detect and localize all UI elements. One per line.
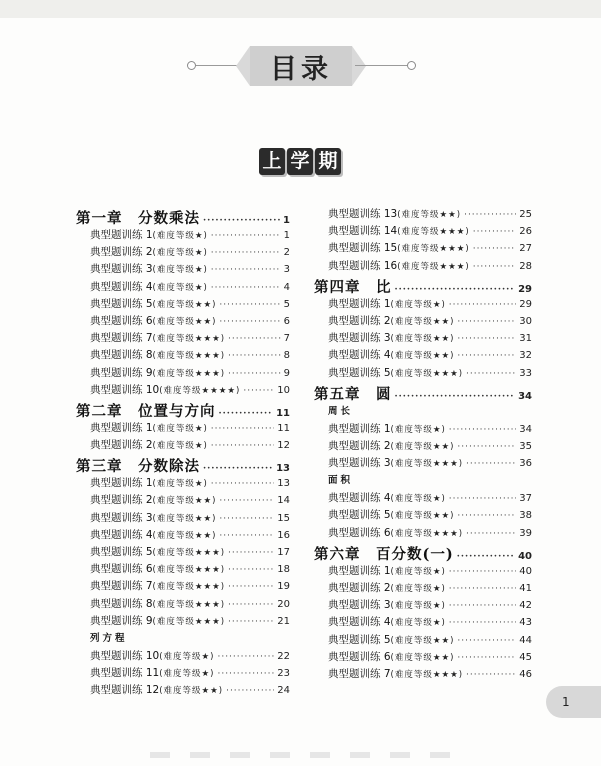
page-ref: 17 (277, 547, 290, 558)
toc-entry[interactable] (314, 421, 532, 438)
entry-label: 典型题训练 5 (328, 366, 391, 379)
difficulty-rating: (难度等级★★) (390, 334, 455, 345)
toc-entry[interactable] (314, 330, 532, 347)
difficulty-rating: (难度等级★★) (390, 511, 455, 522)
page-ref: 37 (519, 493, 532, 505)
entry-label: 典型题训练 4 (90, 280, 153, 293)
page-ref: 13 (277, 478, 290, 490)
term-char: 期 (315, 148, 341, 175)
page-ref: 12 (277, 440, 290, 452)
leader-dots (466, 670, 516, 680)
chapter-title: 第一章 分数乘法 (76, 210, 200, 227)
title-ornament-right (407, 61, 416, 70)
toc-chapter[interactable] (76, 455, 290, 475)
page-ref: 1 (283, 215, 290, 226)
toc-entry[interactable] (76, 613, 290, 630)
page-ref: 14 (277, 495, 290, 507)
difficulty-rating: (难度等级★) (152, 248, 208, 259)
leader-dots (228, 334, 281, 344)
toc-entry[interactable] (76, 437, 290, 454)
page-ref: 23 (277, 668, 290, 680)
toc-entry[interactable] (76, 475, 290, 492)
toc-chapter[interactable] (314, 276, 532, 296)
difficulty-rating: (难度等级★) (152, 282, 208, 293)
entry-label: 典型题训练 5 (90, 297, 153, 310)
difficulty-rating: (难度等级★) (159, 669, 215, 680)
toc-entry[interactable] (314, 347, 532, 364)
toc-entry[interactable] (314, 258, 532, 275)
leader-dots (219, 317, 280, 327)
leader-dots (243, 386, 274, 396)
entry-label: 典型题训练 2 (328, 314, 391, 327)
leader-dots (449, 425, 516, 435)
leader-dots (449, 618, 516, 628)
chapter-title: 第二章 位置与方向 (76, 402, 216, 420)
leader-dots (457, 653, 516, 663)
difficulty-rating: (难度等级★★) (152, 513, 217, 524)
leader-dots (219, 300, 280, 310)
entry-label: 典型题训练 7 (90, 332, 153, 345)
leader-dots (219, 409, 274, 419)
leader-dots (219, 531, 274, 541)
toc-subheading: 面积 (328, 475, 354, 487)
difficulty-rating: (难度等级★★) (390, 441, 455, 452)
difficulty-rating: (难度等级★) (390, 299, 446, 310)
page-ref: 43 (519, 617, 532, 629)
leader-dots (457, 317, 516, 327)
entry-label: 典型题训练 3 (90, 263, 153, 276)
page-ref: 41 (519, 583, 532, 594)
page-ref: 26 (519, 226, 532, 238)
entry-label: 典型题训练 7 (90, 580, 153, 593)
toc-entry[interactable] (314, 649, 532, 666)
page-ref: 22 (277, 650, 290, 662)
page-ref: 32 (519, 350, 532, 362)
entry-label: 典型题训练 11 (90, 667, 160, 680)
toc-entry[interactable] (314, 614, 532, 631)
toc-chapter[interactable] (314, 543, 532, 563)
leader-dots (457, 636, 516, 646)
entry-label: 典型题训练 6 (328, 526, 391, 539)
entry-label: 典型题训练 15 (328, 242, 398, 255)
entry-label: 典型题训练 16 (328, 259, 398, 272)
page-ref: 36 (519, 458, 532, 470)
toc-entry[interactable] (314, 525, 532, 542)
leader-dots (466, 459, 516, 469)
page-ref: 11 (277, 422, 290, 434)
toc-entry[interactable] (76, 279, 290, 296)
toc-entry[interactable] (314, 365, 532, 382)
leader-dots (449, 300, 516, 310)
page-ref: 15 (277, 512, 290, 524)
page-title: 目录 (250, 46, 352, 86)
difficulty-rating: (难度等级★★★) (152, 368, 226, 379)
entry-label: 典型题训练 1 (328, 422, 391, 435)
page-ref: 38 (519, 510, 532, 522)
leader-dots (473, 227, 517, 237)
page-ref: 39 (519, 527, 532, 539)
entry-label: 典型题训练 6 (328, 650, 391, 663)
toc-entry[interactable] (76, 261, 290, 278)
difficulty-rating: (难度等级★★★) (152, 565, 226, 576)
entry-label: 典型题训练 1 (90, 421, 153, 434)
difficulty-rating: (难度等级★) (390, 601, 446, 612)
entry-label: 典型题训练 4 (328, 492, 391, 505)
leader-dots (464, 210, 516, 220)
toc-entry[interactable] (314, 490, 532, 507)
entry-label: 典型题训练 7 (328, 667, 391, 680)
toc-entry[interactable] (76, 665, 290, 682)
toc-entry[interactable] (314, 313, 532, 330)
leader-dots (228, 582, 274, 592)
entry-label: 典型题训练 9 (90, 366, 153, 379)
entry-label: 典型题训练 2 (328, 439, 391, 452)
page-ref: 1 (283, 230, 290, 241)
entry-label: 典型题训练 1 (90, 477, 153, 490)
chapter-title: 第三章 分数除法 (76, 458, 200, 476)
entry-label: 典型题训练 5 (328, 633, 391, 646)
entry-label: 典型题训练 10 (90, 649, 160, 662)
toc-entry[interactable] (76, 510, 290, 527)
page-ref: 7 (283, 333, 290, 345)
difficulty-rating: (难度等级★) (390, 424, 446, 435)
leader-dots (217, 652, 274, 662)
chapter-title: 第四章 比 (314, 278, 392, 296)
entry-label: 典型题训练 6 (90, 314, 153, 327)
leader-dots (457, 552, 515, 562)
leader-dots (203, 464, 273, 474)
page-ref: 16 (277, 529, 290, 541)
page-ref: 33 (519, 367, 532, 379)
page-ref: 42 (519, 600, 532, 612)
difficulty-rating: (难度等级★★★) (152, 616, 226, 627)
leader-dots (211, 424, 274, 434)
entry-label: 典型题训练 6 (90, 563, 153, 576)
entry-label: 典型题训练 2 (90, 494, 153, 507)
toc-entry[interactable] (314, 455, 532, 472)
leader-dots (395, 285, 516, 295)
difficulty-rating: (难度等级★) (390, 618, 446, 629)
difficulty-rating: (难度等级★★★) (390, 459, 464, 470)
page-ref: 46 (519, 668, 532, 680)
leader-dots (457, 334, 516, 344)
toc-chapter[interactable] (76, 400, 290, 420)
page-ref: 24 (277, 685, 290, 697)
difficulty-rating: (难度等级★) (152, 231, 208, 241)
page-ref: 45 (519, 651, 532, 663)
page-ref: 44 (519, 634, 532, 646)
page-ref: 19 (277, 581, 290, 593)
entry-label: 典型题训练 14 (328, 225, 398, 238)
toc-right-column (314, 206, 532, 683)
entry-label: 典型题训练 12 (90, 684, 160, 697)
page-ref: 9 (283, 367, 290, 379)
leader-dots (466, 369, 516, 379)
leader-dots (457, 442, 516, 452)
term-heading (259, 148, 341, 175)
entry-label: 典型题训练 10 (90, 383, 160, 396)
leader-dots (211, 441, 274, 451)
entry-label: 典型题训练 2 (328, 582, 391, 594)
entry-label: 典型题训练 1 (328, 564, 391, 577)
difficulty-rating: (难度等级★★) (159, 686, 224, 697)
toc-entry[interactable] (76, 227, 290, 244)
toc-entry[interactable] (76, 382, 290, 399)
page-ref: 18 (277, 564, 290, 576)
page-ref: 4 (283, 281, 290, 293)
toc-entry[interactable] (314, 632, 532, 649)
toc-entry[interactable] (314, 206, 532, 223)
top-bar (0, 0, 601, 18)
page-ref: 25 (519, 209, 532, 220)
entry-label: 典型题训练 9 (90, 614, 153, 627)
toc-entry[interactable] (76, 330, 290, 347)
entry-label: 典型题训练 3 (328, 457, 391, 470)
difficulty-rating: (难度等级★★★★) (159, 385, 241, 396)
toc-entry[interactable] (76, 492, 290, 509)
page-ref: 29 (519, 298, 532, 310)
difficulty-rating: (难度等级★★) (390, 652, 455, 663)
toc-chapter[interactable] (314, 383, 532, 403)
leader-dots (228, 369, 281, 379)
difficulty-rating: (难度等级★★★) (390, 669, 464, 680)
difficulty-rating: (难度等级★) (152, 441, 208, 452)
difficulty-rating: (难度等级★★) (390, 635, 455, 646)
entry-label: 典型题训练 2 (90, 246, 153, 259)
toc-entry[interactable] (76, 578, 290, 595)
toc-entry[interactable] (76, 420, 290, 437)
leader-dots (473, 244, 517, 254)
page-ref: 20 (277, 598, 290, 610)
entry-label: 典型题训练 1 (90, 229, 153, 241)
page-ref: 5 (283, 298, 290, 310)
title-ornament-left (187, 61, 196, 70)
entry-label: 典型题训练 5 (328, 509, 391, 522)
toc-entry[interactable] (314, 296, 532, 313)
entry-label: 典型题训练 5 (90, 546, 153, 558)
toc-entry[interactable] (76, 296, 290, 313)
page-ref: 6 (283, 315, 290, 327)
difficulty-rating: (难度等级★★★) (152, 582, 226, 593)
difficulty-rating: (难度等级★★★) (390, 528, 464, 539)
leader-dots (228, 565, 274, 575)
toc-entry[interactable] (76, 682, 290, 699)
toc-entry[interactable] (314, 438, 532, 455)
page-ref: 3 (283, 264, 290, 276)
entry-label: 典型题训练 3 (328, 332, 391, 345)
difficulty-rating: (难度等级★★) (390, 351, 455, 362)
leader-dots (219, 514, 274, 524)
leader-dots (449, 494, 516, 504)
leader-dots (211, 479, 274, 489)
leader-dots (457, 351, 516, 361)
difficulty-rating: (难度等级★★) (152, 530, 217, 541)
toc-entry[interactable] (76, 365, 290, 382)
entry-label: 典型题训练 4 (328, 616, 391, 629)
difficulty-rating: (难度等级★★★) (152, 599, 226, 610)
toc-entry[interactable] (76, 648, 290, 665)
toc-subheading: 列方程 (90, 632, 128, 644)
difficulty-rating: (难度等级★★★) (397, 244, 470, 255)
difficulty-rating: (难度等级★) (390, 566, 446, 577)
difficulty-rating: (难度等级★★★) (152, 351, 226, 362)
page-ref: 11 (276, 407, 290, 419)
toc-entry[interactable] (314, 580, 532, 597)
toc-subheading: 周长 (328, 405, 354, 417)
page-ref: 2 (283, 247, 290, 259)
difficulty-rating: (难度等级★) (390, 494, 446, 505)
leader-dots (211, 283, 281, 293)
difficulty-rating: (难度等级★★) (152, 496, 217, 507)
page-ref: 34 (518, 390, 532, 402)
page-ref: 40 (519, 565, 532, 577)
leader-dots (211, 248, 281, 258)
entry-label: 典型题训练 8 (90, 597, 153, 610)
chapter-title: 第五章 圆 (314, 385, 392, 403)
page-ref: 13 (276, 463, 290, 475)
leader-dots (228, 617, 274, 627)
difficulty-rating: (难度等级★★) (397, 210, 462, 220)
entry-label: 典型题训练 1 (328, 297, 391, 310)
leader-dots (203, 216, 280, 226)
page-ref: 31 (519, 333, 532, 345)
page-ref: 40 (518, 550, 532, 562)
bottom-bleed (150, 752, 450, 758)
entry-label: 典型题训练 8 (90, 349, 153, 362)
page-ref: 35 (519, 440, 532, 452)
toc-entry[interactable] (76, 313, 290, 330)
page-ref: 29 (518, 283, 532, 295)
difficulty-rating: (难度等级★★★) (390, 368, 464, 379)
title-rule-right (355, 65, 407, 66)
page-ref: 8 (283, 350, 290, 362)
toc-entry[interactable] (314, 223, 532, 240)
entry-label: 典型题训练 4 (328, 349, 391, 362)
entry-label: 典型题训练 4 (90, 528, 153, 541)
leader-dots (449, 601, 516, 611)
difficulty-rating: (难度等级★★) (152, 299, 217, 310)
difficulty-rating: (难度等级★) (159, 651, 215, 662)
toc-entry[interactable] (76, 544, 290, 561)
entry-label: 典型题训练 2 (90, 439, 153, 452)
difficulty-rating: (难度等级★★★) (397, 261, 470, 272)
leader-dots (219, 496, 274, 506)
difficulty-rating: (难度等级★) (152, 479, 208, 490)
title-banner (0, 38, 601, 94)
leader-dots (217, 669, 274, 679)
leader-dots (228, 600, 274, 610)
leader-dots (211, 231, 281, 241)
term-char: 上 (259, 148, 285, 175)
chapter-title: 第六章 百分数(一) (314, 545, 454, 563)
leader-dots (449, 584, 516, 594)
page-ref: 30 (519, 315, 532, 327)
toc-entry[interactable] (76, 596, 290, 613)
leader-dots (473, 262, 517, 272)
difficulty-rating: (难度等级★★) (152, 316, 217, 327)
leader-dots (228, 548, 274, 558)
toc-entry[interactable] (314, 240, 532, 257)
leader-dots (395, 392, 516, 402)
leader-dots (226, 686, 274, 696)
leader-dots (449, 567, 516, 577)
toc-entry[interactable] (314, 666, 532, 683)
toc-entry[interactable] (76, 527, 290, 544)
entry-label: 典型题训练 3 (90, 511, 153, 524)
leader-dots (457, 511, 516, 521)
toc-entry[interactable] (314, 563, 532, 580)
difficulty-rating: (难度等级★) (152, 265, 208, 276)
difficulty-rating: (难度等级★★) (390, 316, 455, 327)
leader-dots (211, 265, 281, 275)
term-char: 学 (287, 148, 313, 175)
toc-entry[interactable] (76, 244, 290, 261)
toc-entry[interactable] (314, 507, 532, 524)
page-ref: 34 (519, 423, 532, 435)
difficulty-rating: (难度等级★★★) (152, 548, 226, 558)
leader-dots (228, 351, 281, 361)
entry-label: 典型题训练 3 (328, 599, 391, 612)
difficulty-rating: (难度等级★★★) (152, 334, 226, 345)
page-number-badge: 1 (546, 686, 601, 718)
page-ref: 28 (519, 260, 532, 272)
toc-entry[interactable] (76, 347, 290, 364)
leader-dots (466, 529, 516, 539)
page-ref: 21 (277, 615, 290, 627)
toc-entry[interactable] (314, 597, 532, 614)
toc-chapter[interactable] (76, 207, 290, 227)
entry-label: 典型题训练 13 (328, 208, 398, 220)
difficulty-rating: (难度等级★) (152, 423, 208, 434)
toc-left-column (76, 206, 290, 700)
toc-entry[interactable] (76, 561, 290, 578)
difficulty-rating: (难度等级★) (390, 584, 446, 594)
page-ref: 10 (277, 384, 290, 396)
difficulty-rating: (难度等级★★★) (397, 227, 470, 238)
page-ref: 27 (519, 243, 532, 255)
